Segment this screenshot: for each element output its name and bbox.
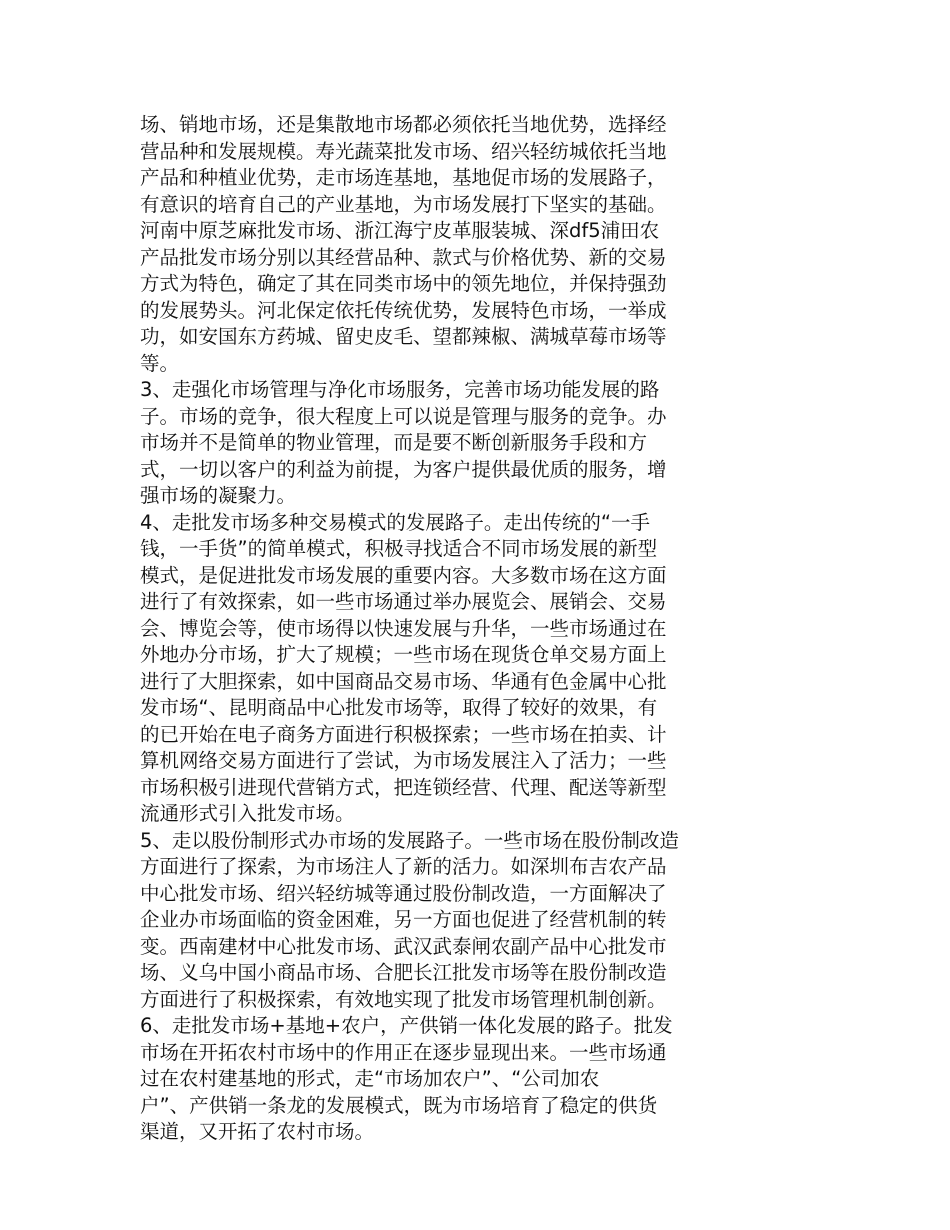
text-line: 中心批发市场、绍兴轻纺城等通过股份制改造，一方面解决了 xyxy=(140,881,667,905)
text-line: 场、销地市场，还是集散地市场都必须依托当地优势，选择经 xyxy=(140,113,667,136)
text-line: 6、走批发市场+基地+农户，产供销一体化发展的路子。批发 xyxy=(140,1014,673,1037)
text-line: 市场在开拓农村市场中的作用正在逐步显现出来。一些市场通 xyxy=(140,1040,667,1064)
text-line: 变。西南建材中心批发市场、武汉武泰闸农副产品中心批发市 xyxy=(140,934,667,958)
text-line: 有意识的培育自己的产业基地，为市场发展打下坚实的基础。 xyxy=(140,192,667,216)
text-line: 的发展势头。河北保定依托传统优势，发展特色市场，一举成 xyxy=(140,298,667,322)
text-line: 的已开始在电子商务方面进行积极探索；一些市场在拍卖、计 xyxy=(140,722,667,746)
text-line: 子。市场的竞争，很大程度上可以说是管理与服务的竞争。办 xyxy=(140,404,667,428)
text-line: 方面进行了探索，为市场注人了新的活力。如深圳布吉农产品 xyxy=(140,855,667,878)
text-line: 算机网络交易方面进行了尝试，为市场发展注入了活力；一些 xyxy=(140,749,667,772)
text-line: 外地办分市场，扩大了规模；一些市场在现货仓单交易方面上 xyxy=(140,643,667,666)
text-line: 渠道，又开拓了农村市场。 xyxy=(140,1120,375,1143)
text-line: 式，一切以客户的利益为前提，为客户提供最优质的服务，增 xyxy=(140,457,667,481)
body-text xyxy=(140,112,740,1146)
text-line: 方式为特色，确定了其在同类市场中的领先地位，并保持强劲 xyxy=(140,272,667,295)
text-line: 企业办市场面临的资金困难，另一方面也促进了经营机制的转 xyxy=(140,908,667,931)
text-line: 场、义乌中国小商品市场、合肥长江批发市场等在股份制改造 xyxy=(140,961,667,984)
text-line: 进行了有效探索，如一些市场通过举办展览会、展销会、交易 xyxy=(140,590,667,613)
text-line: 户”、产供销一条龙的发展模式，既为市场培育了稳定的供货 xyxy=(140,1093,658,1117)
text-line: 钱，一手货”的简单模式，积极寻找适合不同市场发展的新型 xyxy=(140,537,658,560)
text-line: 河南中原芝麻批发市场、浙江海宁皮革服装城、深df5浦田农 xyxy=(140,219,660,242)
text-line: 市场并不是简单的物业管理，而是要不断创新服务手段和方 xyxy=(140,431,648,454)
text-line: 3、走强化市场管理与净化市场服务，完善市场功能发展的路 xyxy=(140,378,660,401)
text-line: 产品批发市场分别以其经营品种、款式与价格优势、新的交易 xyxy=(140,245,667,269)
text-line: 强市场的凝聚力。 xyxy=(140,484,297,507)
text-line: 方面进行了积极探索，有效地实现了批发市场管理机制创新。 xyxy=(140,987,667,1011)
text-line: 4、走批发市场多种交易模式的发展路子。走出传统的“一手 xyxy=(140,510,651,534)
text-line: 功，如安国东方药城、留史皮毛、望都辣椒、满城草莓市场等 xyxy=(140,325,667,348)
text-line: 营品种和发展规模。寿光蔬菜批发市场、绍兴轻纺城依托当地 xyxy=(140,139,667,163)
text-line: 模式，是促进批发市场发展的重要内容。大多数市场在这方面 xyxy=(140,563,667,587)
text-line: 等。 xyxy=(140,351,180,375)
text-line: 产品和种植业优势，走市场连基地，基地促市场的发展路子， xyxy=(140,166,667,189)
text-line: 市场积极引进现代营销方式，把连锁经营、代理、配送等新型 xyxy=(140,775,667,799)
text-line: 发市场“、昆明商品中心批发市场等，取得了较好的效果，有 xyxy=(140,696,658,719)
text-line: 流通形式引入批发市场。 xyxy=(140,802,355,825)
text-line: 进行了大胆探索，如中国商品交易市场、华通有色金属中心批 xyxy=(140,669,667,693)
text-line: 过在农村建基地的形式，走“市场加农户”、“公司加农 xyxy=(140,1067,600,1090)
text-line: 5、走以股份制形式办市场的发展路子。一些市场在股份制改造 xyxy=(140,828,679,852)
text-line: 会、博览会等，使市场得以快速发展与升华，一些市场通过在 xyxy=(140,616,667,640)
